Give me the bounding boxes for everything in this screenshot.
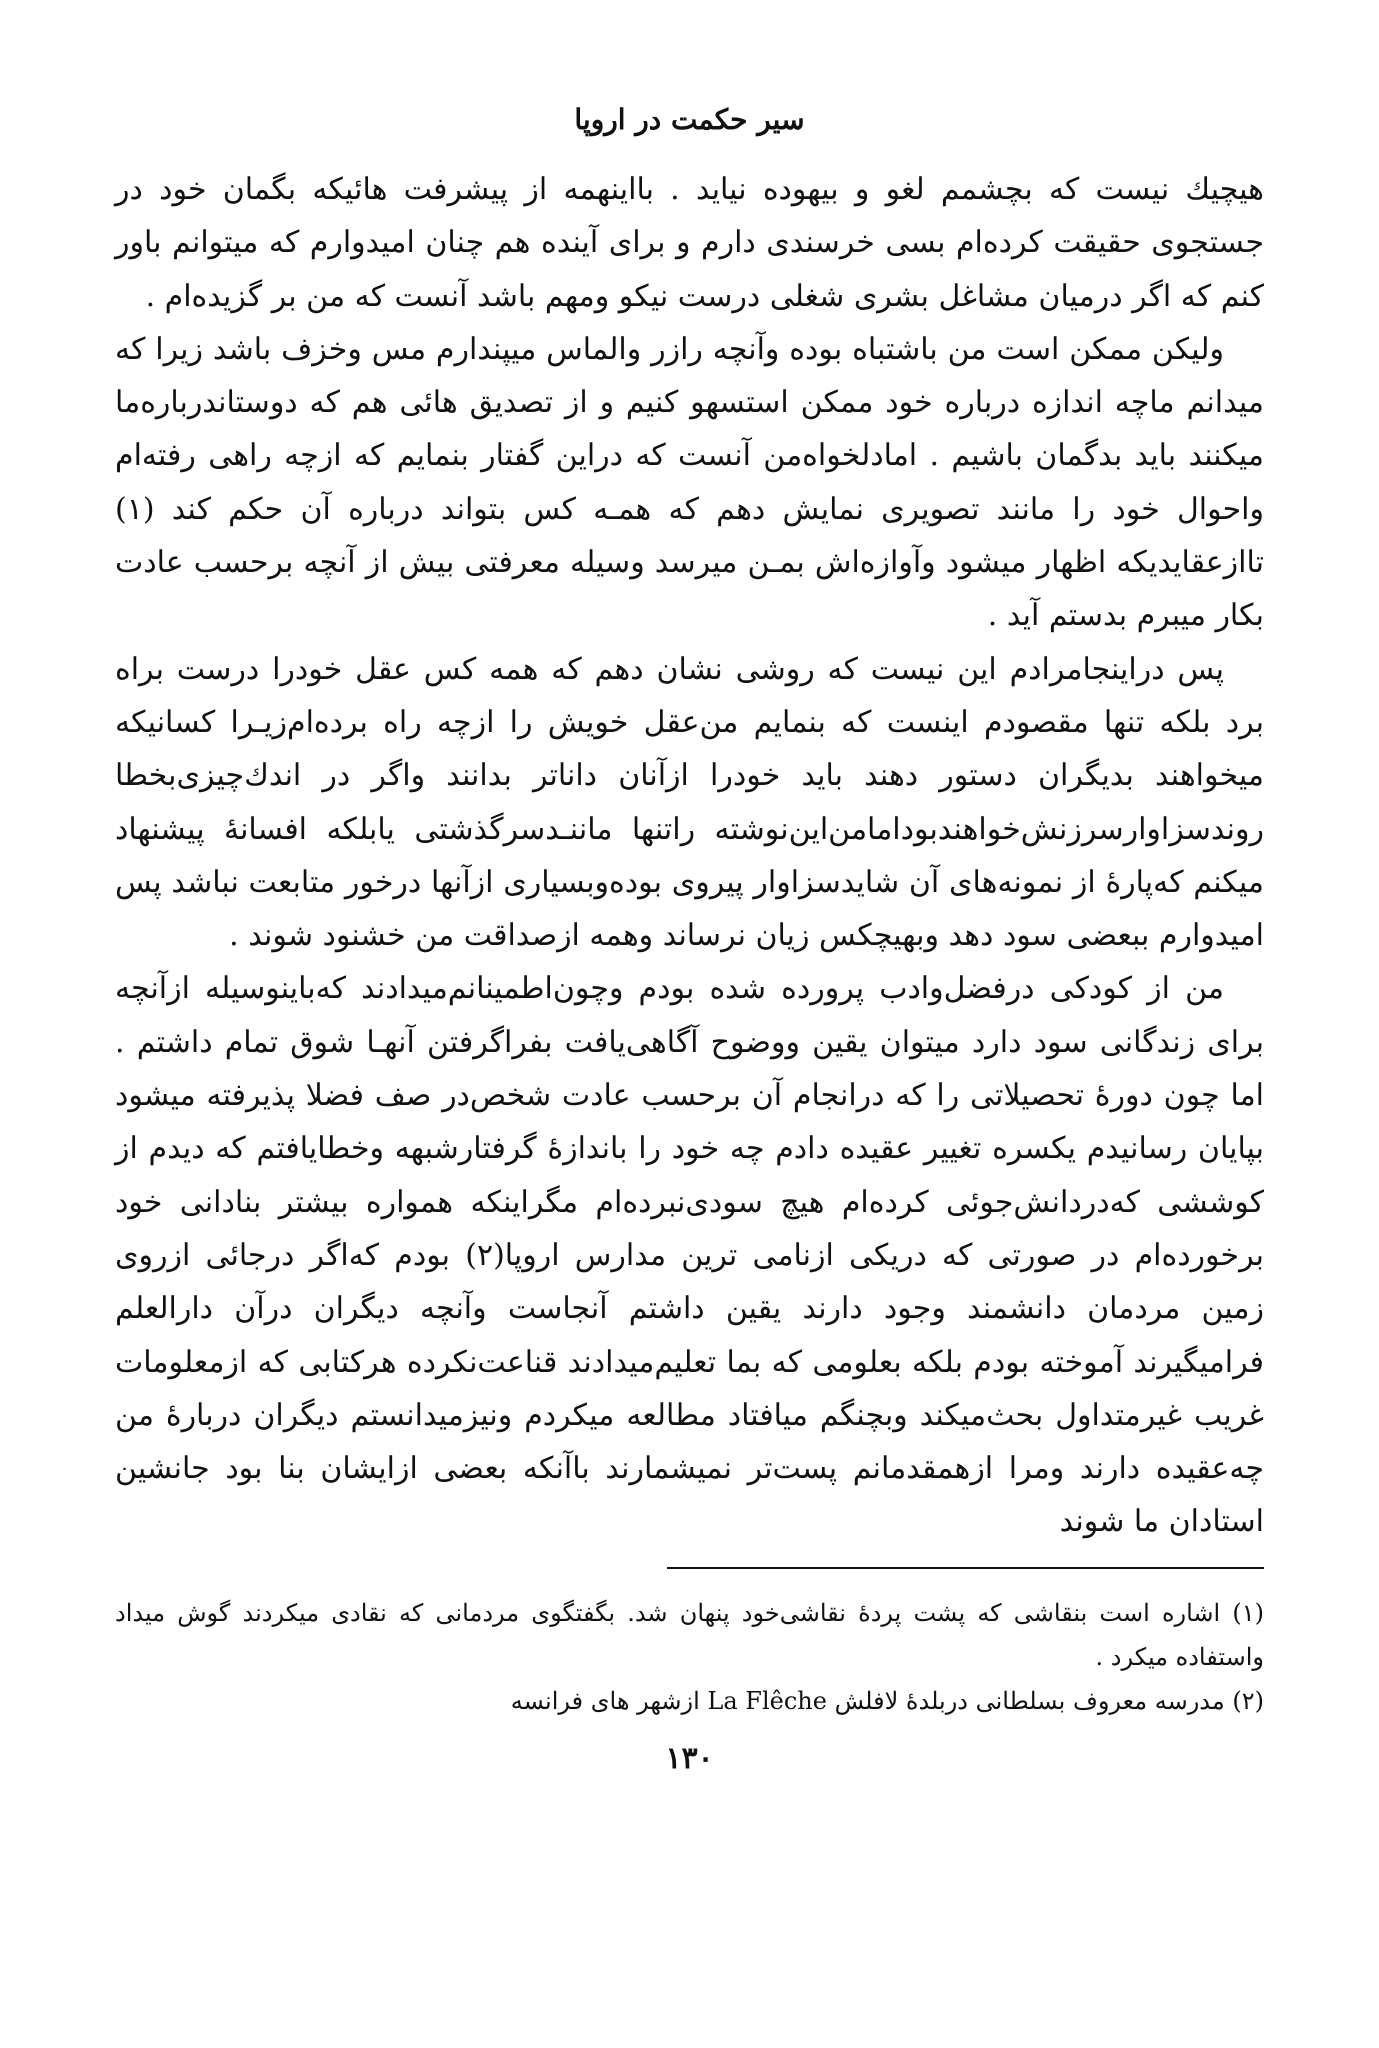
footnotes (115, 1591, 1264, 1723)
footnote-2: (۲) مدرسه معروف بسلطانی دربلدهٔ لافلش La Flêche ازشهر های فرانسه (510, 1686, 1264, 1715)
paragraph-4: من از کودکی درفضل‌وادب پرورده شده بودم وچون‌اطمینانم‌میدادند که‌باینوسیله ازآنچه برای زندگانی سود دارد میتوان یقین ووضوح آگاهی‌یافت بفراگرفتن آنهـا شوق تمام داشتم . اما چون دورهٔ تحصیلاتی را که درانجام آن برحسب عادت شخص‌در صف فضلا پذیرفته میشود بپایان رسانیدم یکسره تغییر عقیده دادم چه خود را باندازهٔ گرفتارشبهه وخطایافتم که دیدم از کوششی که‌دردانش‌جوئی کرده‌ام هیچ سودی‌نبرده‌ام مگراینکه همواره بیشتر بنادانی خود برخورده‌ام در صورتی که دریکی ازنامی ترین مدارس اروپا(۲) بودم که‌اگر درجائی ازروی زمین مردمان دانشمند وجود دارند یقین داشتم آنجاست وآنچه دیگران درآن دارالعلم فرامیگیرند آموخته بودم بلکه بعلومی که بما تعلیم‌میدادند قناعت‌نکرده هرکتابی که ازمعلومات غریب غیرمتداول بحث‌میکند وبچنگم میافتاد مطالعه میکردم ونیزمیدانستم دیگران دربارهٔ من چه‌عقیده دارند ومرا ازهمقدمانم پست‌تر نمیشمارند باآنکه بعضی ازایشان بنا بود جانشین استادان ما شوند (115, 971, 1265, 1540)
footnote-1: (۱) اشاره است بنقاشی که پشت پردهٔ نقاشی‌خود پنهان شد. بگفتگوی مردمانی که نقادی میکردند گوش میداد واستفاده میکرد . (115, 1598, 1264, 1671)
body-text (115, 163, 1264, 1549)
page-number: ۱۳۰ (665, 1740, 714, 1776)
paragraph-3: پس دراینجامرادم این نیست که روشی نشان دهم که همه کس عقل خودرا درست براه برد بلکه تنها مقصودم اینست که بنمایم من‌عقل خویش را ازچه راه برده‌ام‌زیـرا کسانیکه میخواهند بدیگران دستور دهند باید خودرا ازآنان داناتر بدانند واگر در اندك‌چیزی‌بخطا روندسزاوارسرزنش‌خواهندبودامامن‌این‌نوشته راتنها ماننـدسرگذشتی یابلکه افسانهٔ پیشنهاد میکنم که‌پارهٔ از نمونه‌های آن شایدسزاوار پیروی بوده‌وبسیاری ازآنها درخور متابعت نباشد پس امیدوارم ببعضی سود دهد وبهیچکس زیان نرساند وهمه ازصداقت من خشنود شوند . (115, 651, 1264, 954)
paragraph-1: هیچیك نیست که بچشمم لغو و بیهوده نیاید . بااینهمه از پیشرفت هائیکه بگمان خود در جستجوی حقیقت کرده‌ام بسی خرسندی دارم و برای آینده هم چنان امیدوارم که میتوانم باور کنم که اگر درمیان مشاغل بشری شغلی درست نیکو ومهم باشد آنست که من بر گزیده‌ام . (115, 172, 1264, 314)
footnote-divider (667, 1567, 1264, 1569)
paragraph-2: ولیکن ممکن است من باشتباه بوده وآنچه رازر والماس میپندارم مس وخزف باشد زیرا که میدانم ماچه اندازه درباره خود ممکن استسهو کنیم و از تصدیق هائی هم که دوستاندرباره‌ما میکنند باید بدگمان باشیم . امادلخواه‌من آنست که دراین گفتار بنمایم که ازچه راهی رفته‌ام واحوال خود را مانند تصویری نمایش دهم که همـه کس بتواند درباره آن حکم کند (۱) تاازعقایدیکه اظهار میشود وآوازه‌اش بمـن میرسد وسیله معرفتی بیش از آنچه برحسب عادت بکار میبرم بدستم آید . (115, 331, 1264, 634)
running-head: سیر حکمت در اروپا (574, 103, 805, 136)
